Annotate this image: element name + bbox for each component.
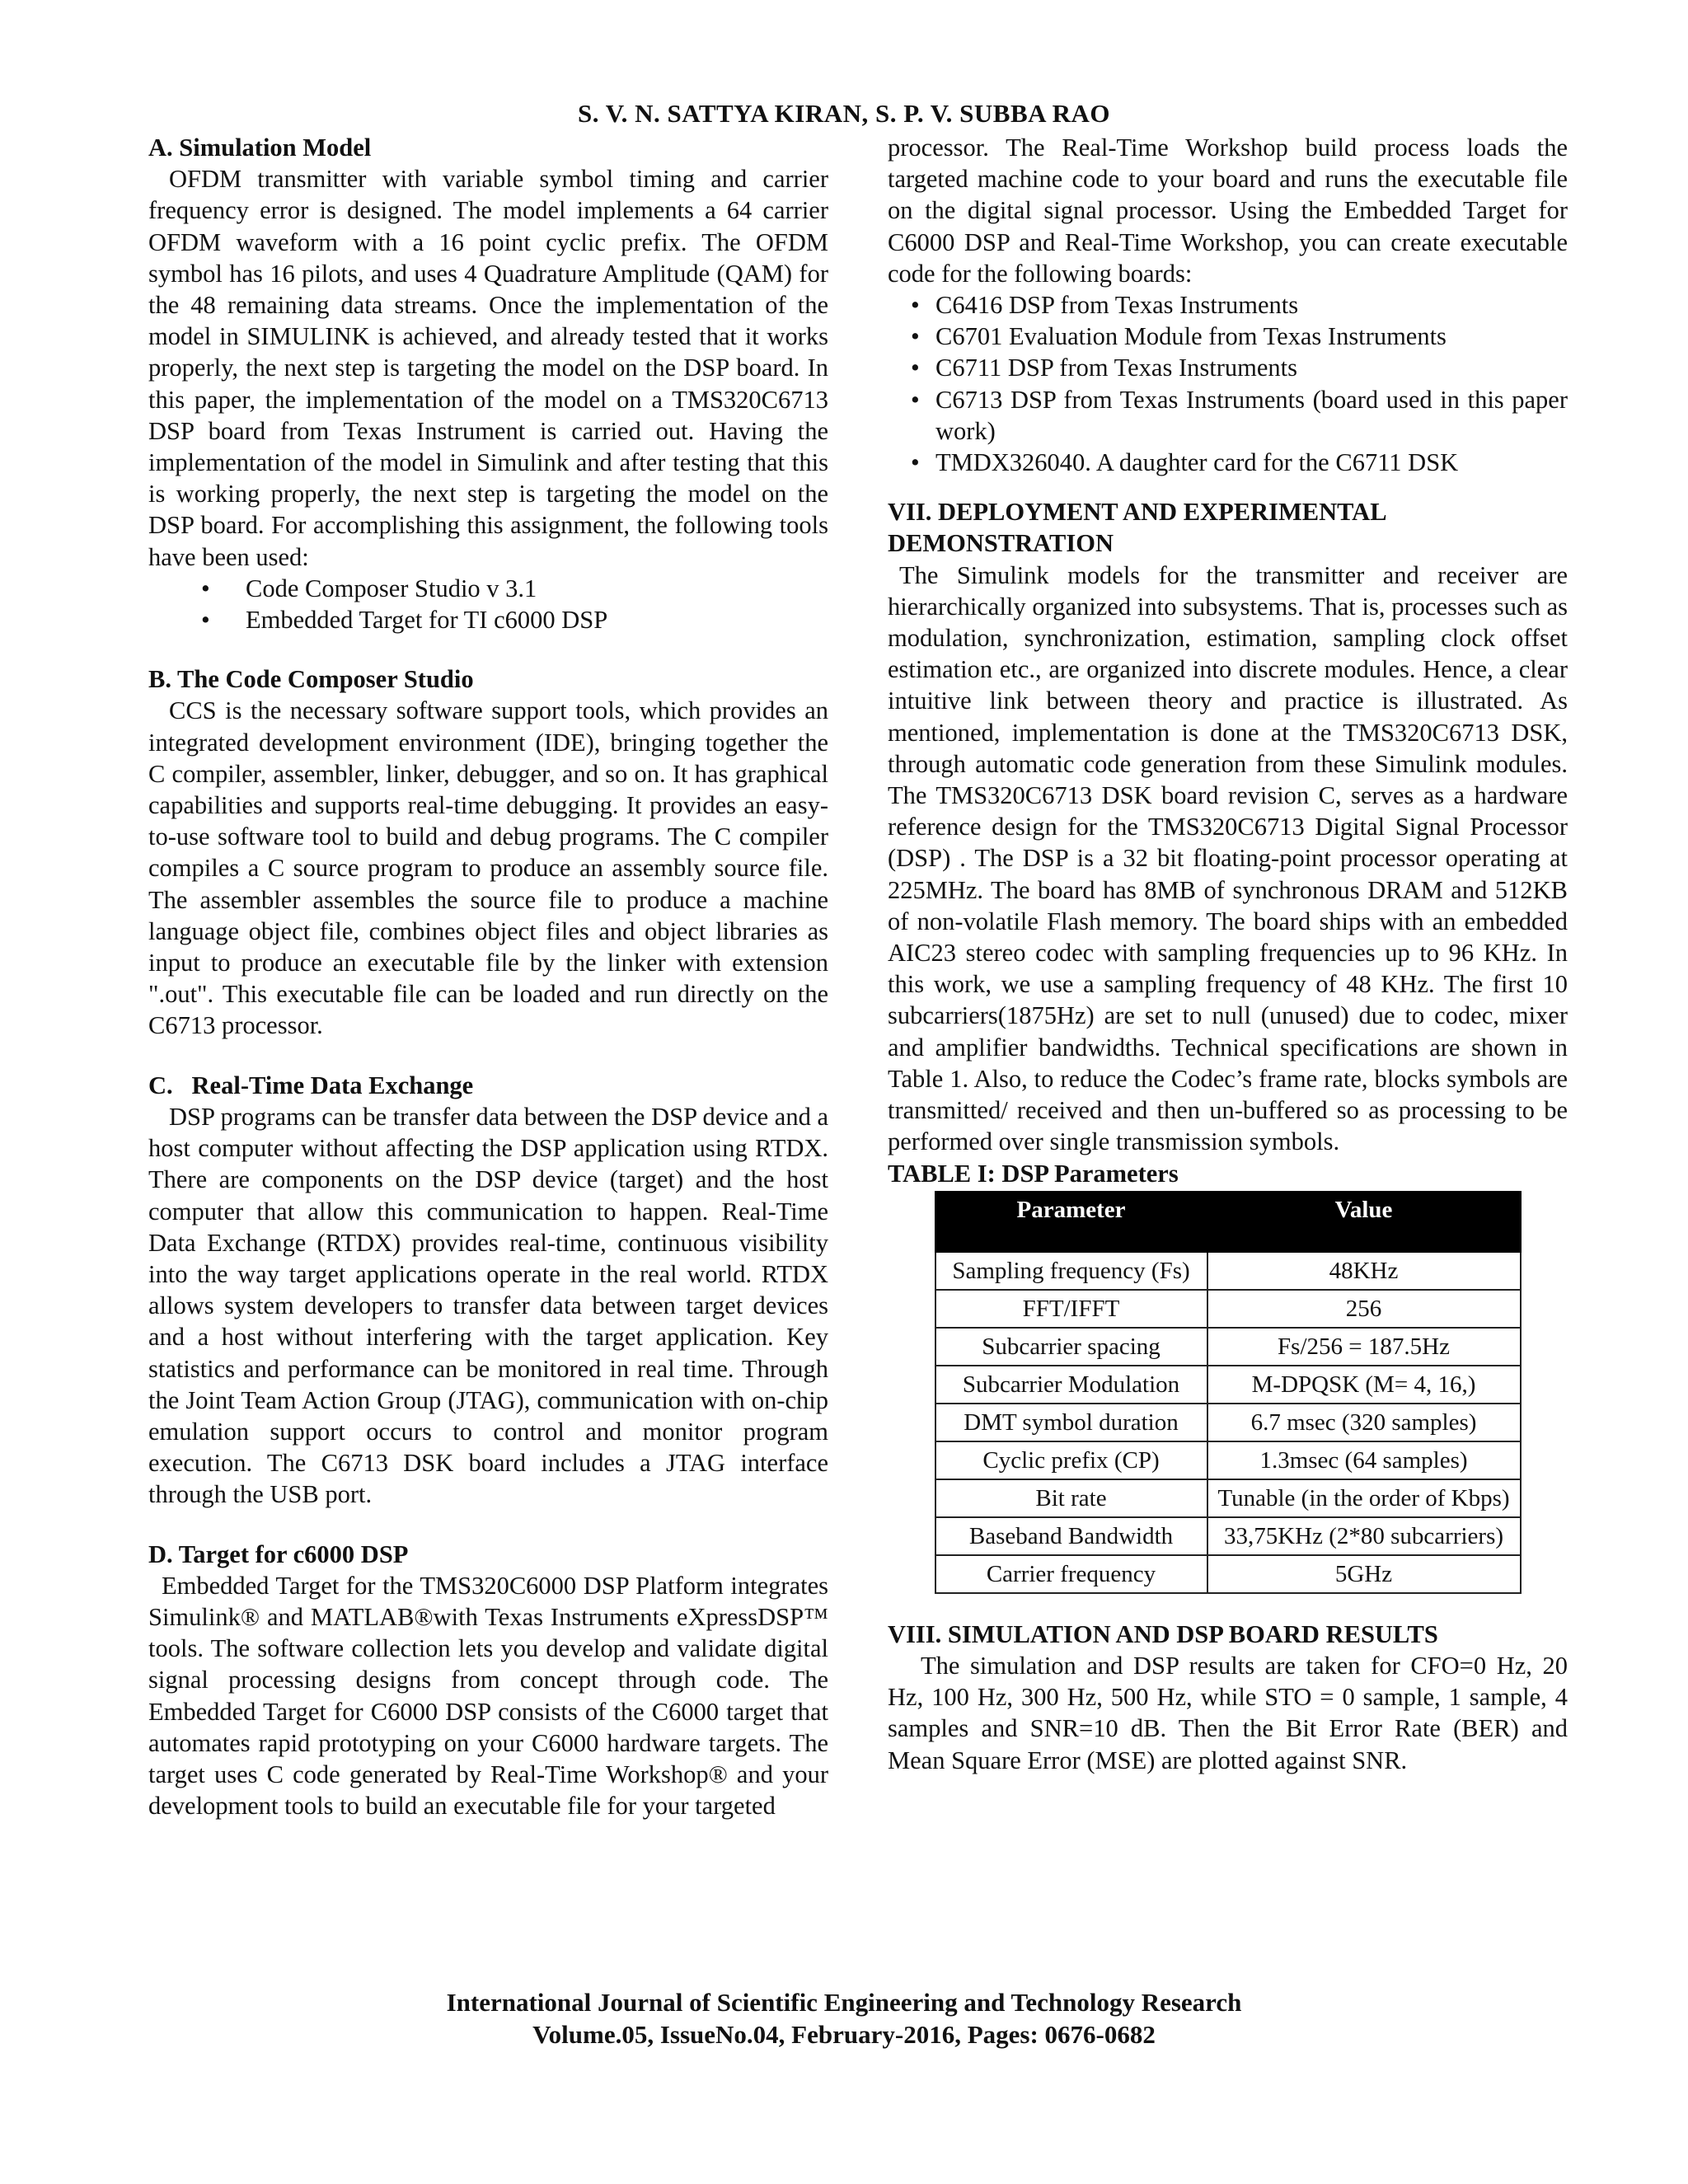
running-head: S. V. N. SATTYA KIRAN, S. P. V. SUBBA RAO xyxy=(578,99,1110,128)
parameter-cell: Cyclic prefix (CP) xyxy=(935,1441,1207,1479)
table-row xyxy=(935,1366,1521,1404)
value-cell: Fs/256 = 187.5Hz xyxy=(1207,1328,1521,1366)
table-title: TABLE I: DSP Parameters xyxy=(888,1159,1179,1188)
section-vii-heading-line1: VII. DEPLOYMENT AND EXPERIMENTAL xyxy=(888,498,1387,527)
parameter-cell: Sampling frequency (Fs) xyxy=(935,1252,1207,1290)
list-item: • C6711 DSP from Texas Instruments xyxy=(935,352,1568,383)
section-c-body: DSP programs can be transfer data between the DSP device and a host computer without affecting the DSP application using RTDX. There are components on the DSP device (target) and the host computer that allow this communication to happen. Real-Time Data Exchange (RTDX) provides real-time, continuous visibility into the way target applications operate in the real world. RTDX allows system developers to transfer data between target devices and a host without interfering with the target application. Key statistics and performance can be monitored in real time. Through the Joint Team Action Group (JTAG), communication with on-chip emulation support occurs to control and monitor program execution. The C6713 DSK board includes a JTAG interface through the USB port. xyxy=(148,1102,828,1509)
list-item: • C6416 DSP from Texas Instruments xyxy=(935,289,1568,321)
list-item: • C6713 DSP from Texas Instruments (board used in this paper work) xyxy=(935,384,1568,447)
parameter-cell: Subcarrier Modulation xyxy=(935,1366,1207,1404)
section-a-body: OFDM transmitter with variable symbol timing and carrier frequency error is designed. The model implements a 64 carrier OFDM waveform with a 16 point cyclic prefix. The OFDM symbol has 16 pilots, and uses 4 Quadrature Amplitude (QAM) for the 48 remaining data streams. Once the implementation of the model in SIMULINK is achieved, and already tested that it works properly, the next step is targeting the model on the DSP board. In this paper, the implementation of the model on a TMS320C6713 DSP board from Texas Instrument is carried out. Having the implementation of the model in Simulink and after testing that this is working properly, the next step is targeting the model on the DSP board. For accomplishing this assignment, the following tools have been used: xyxy=(148,165,828,571)
column-header-value: Value xyxy=(1207,1192,1521,1252)
list-item: • C6701 Evaluation Module from Texas Instruments xyxy=(935,321,1568,352)
table-header-row xyxy=(935,1192,1521,1252)
table-row xyxy=(935,1555,1521,1593)
list-item: • TMDX326040. A daughter card for the C6711 DSK xyxy=(935,447,1568,478)
journal-name: International Journal of Scientific Engineering and Technology Research xyxy=(446,1988,1242,2017)
parameter-cell: Carrier frequency xyxy=(935,1555,1207,1593)
parameter-cell: Baseband Bandwidth xyxy=(935,1517,1207,1555)
value-cell: 33,75KHz (2*80 subcarriers) xyxy=(1207,1517,1521,1555)
section-vii-body: The Simulink models for the transmitter and receiver are hierarchically organized into subsystems. That is, processes such as modulation, synchronization, estimation, sampling clock offset estimation etc., are organized into discrete modules. Hence, a clear intuitive link between theory and practice is illustrated. As mentioned, implementation is done at the TMS320C6713 DSK, through automatic code generation from these Simulink modules. The TMS320C6713 DSK board revision C, serves as a hardware reference design for the TMS320C6713 Digital Signal Processor (DSP) . The DSP is a 32 bit floating-point processor operating at 225MHz. The board has 8MB of synchronous DRAM and 512KB of non-volatile Flash memory. The board ships with an embedded AIC23 stereo codec with sampling frequencies up to 96 KHz. In this work, we use a sampling frequency of 48 KHz. The first 10 subcarriers(1875Hz) are set to null (unused) due to codec, mixer and amplifier bandwidths. Technical specifications are shown in Table 1. Also, to reduce the Codec’s frame rate, blocks symbols are transmitted/ received and then un-buffered so as processing to be performed over single transmission symbols. xyxy=(888,560,1568,1156)
boards-list xyxy=(888,289,1568,478)
section-b-heading: B. The Code Composer Studio xyxy=(148,665,474,694)
list-item: • Embedded Target for TI c6000 DSP xyxy=(246,604,828,635)
list-item: • Code Composer Studio v 3.1 xyxy=(246,573,828,604)
section-viii-body: The simulation and DSP results are taken for CFO=0 Hz, 20 Hz, 100 Hz, 300 Hz, 500 Hz, while STO = 0 sample, 1 sample, 4 samples and SNR=10 dB. Then the Bit Error Rate (BER) and Mean Square Error (MSE) are plotted against SNR. xyxy=(888,1651,1568,1774)
value-cell: 5GHz xyxy=(1207,1555,1521,1593)
section-b-body: CCS is the necessary software support tools, which provides an integrated development environment (IDE), bringing together the C compiler, assembler, linker, debugger, and so on. It has graphical capabilities and supports real-time debugging. It provides an easy-to-use software tool to build and debug programs. The C compiler compiles a C source program to produce an assembly source file. The assembler assembles the source file to produce a machine language object file, combines object files and object libraries as input to produce an executable file by the linker with extension ".out". This executable file can be loaded and run directly on the C6713 processor. xyxy=(148,696,828,1040)
table-row xyxy=(935,1479,1521,1517)
tools-list xyxy=(148,573,828,635)
journal-footer xyxy=(0,1986,1688,2050)
parameter-cell: Subcarrier spacing xyxy=(935,1328,1207,1366)
value-cell: Tunable (in the order of Kbps) xyxy=(1207,1479,1521,1517)
table-row xyxy=(935,1517,1521,1555)
table-row xyxy=(935,1252,1521,1290)
column-header-parameter: Parameter xyxy=(935,1192,1207,1252)
table-row xyxy=(935,1290,1521,1328)
right-column xyxy=(888,132,1568,1776)
section-d-body: Embedded Target for the TMS320C6000 DSP Platform integrates Simulink® and MATLAB®with Texas Instruments eXpressDSP™ tools. The software collection lets you develop and validate digital signal processing designs from concept through code. The Embedded Target for C6000 DSP consists of the C6000 target that automates rapid prototyping on your C6000 hardware targets. The target uses C code generated by Real-Time Workshop® and your development tools to build an executable file for your targeted xyxy=(148,1571,828,1821)
value-cell: 48KHz xyxy=(1207,1252,1521,1290)
table-row xyxy=(935,1328,1521,1366)
parameter-cell: FFT/IFFT xyxy=(935,1290,1207,1328)
section-a-heading: A. Simulation Model xyxy=(148,134,372,162)
parameter-cell: Bit rate xyxy=(935,1479,1207,1517)
value-cell: M-DPQSK (M= 4, 16,) xyxy=(1207,1366,1521,1404)
section-viii-heading: VIII. SIMULATION AND DSP BOARD RESULTS xyxy=(888,1619,1438,1648)
table-row xyxy=(935,1404,1521,1441)
journal-volume: Volume.05, IssueNo.04, February-2016, Pages: 0676-0682 xyxy=(532,2020,1156,2049)
section-c-heading: C. Real-Time Data Exchange xyxy=(148,1071,474,1099)
value-cell: 6.7 msec (320 samples) xyxy=(1207,1404,1521,1441)
table-row xyxy=(935,1441,1521,1479)
value-cell: 1.3msec (64 samples) xyxy=(1207,1441,1521,1479)
dsp-parameters-table xyxy=(935,1191,1522,1594)
left-column xyxy=(148,132,828,1821)
continuation-paragraph: processor. The Real-Time Workshop build process loads the targeted machine code to your board and runs the executable file on the digital signal processor. Using the Embedded Target for C6000 DSP and Real-Time Workshop, you can create executable code for the following boards: xyxy=(888,134,1568,288)
section-d-heading: D. Target for c6000 DSP xyxy=(148,1540,409,1568)
parameter-cell: DMT symbol duration xyxy=(935,1404,1207,1441)
section-vii-heading-line2: DEMONSTRATION xyxy=(888,529,1114,558)
value-cell: 256 xyxy=(1207,1290,1521,1328)
